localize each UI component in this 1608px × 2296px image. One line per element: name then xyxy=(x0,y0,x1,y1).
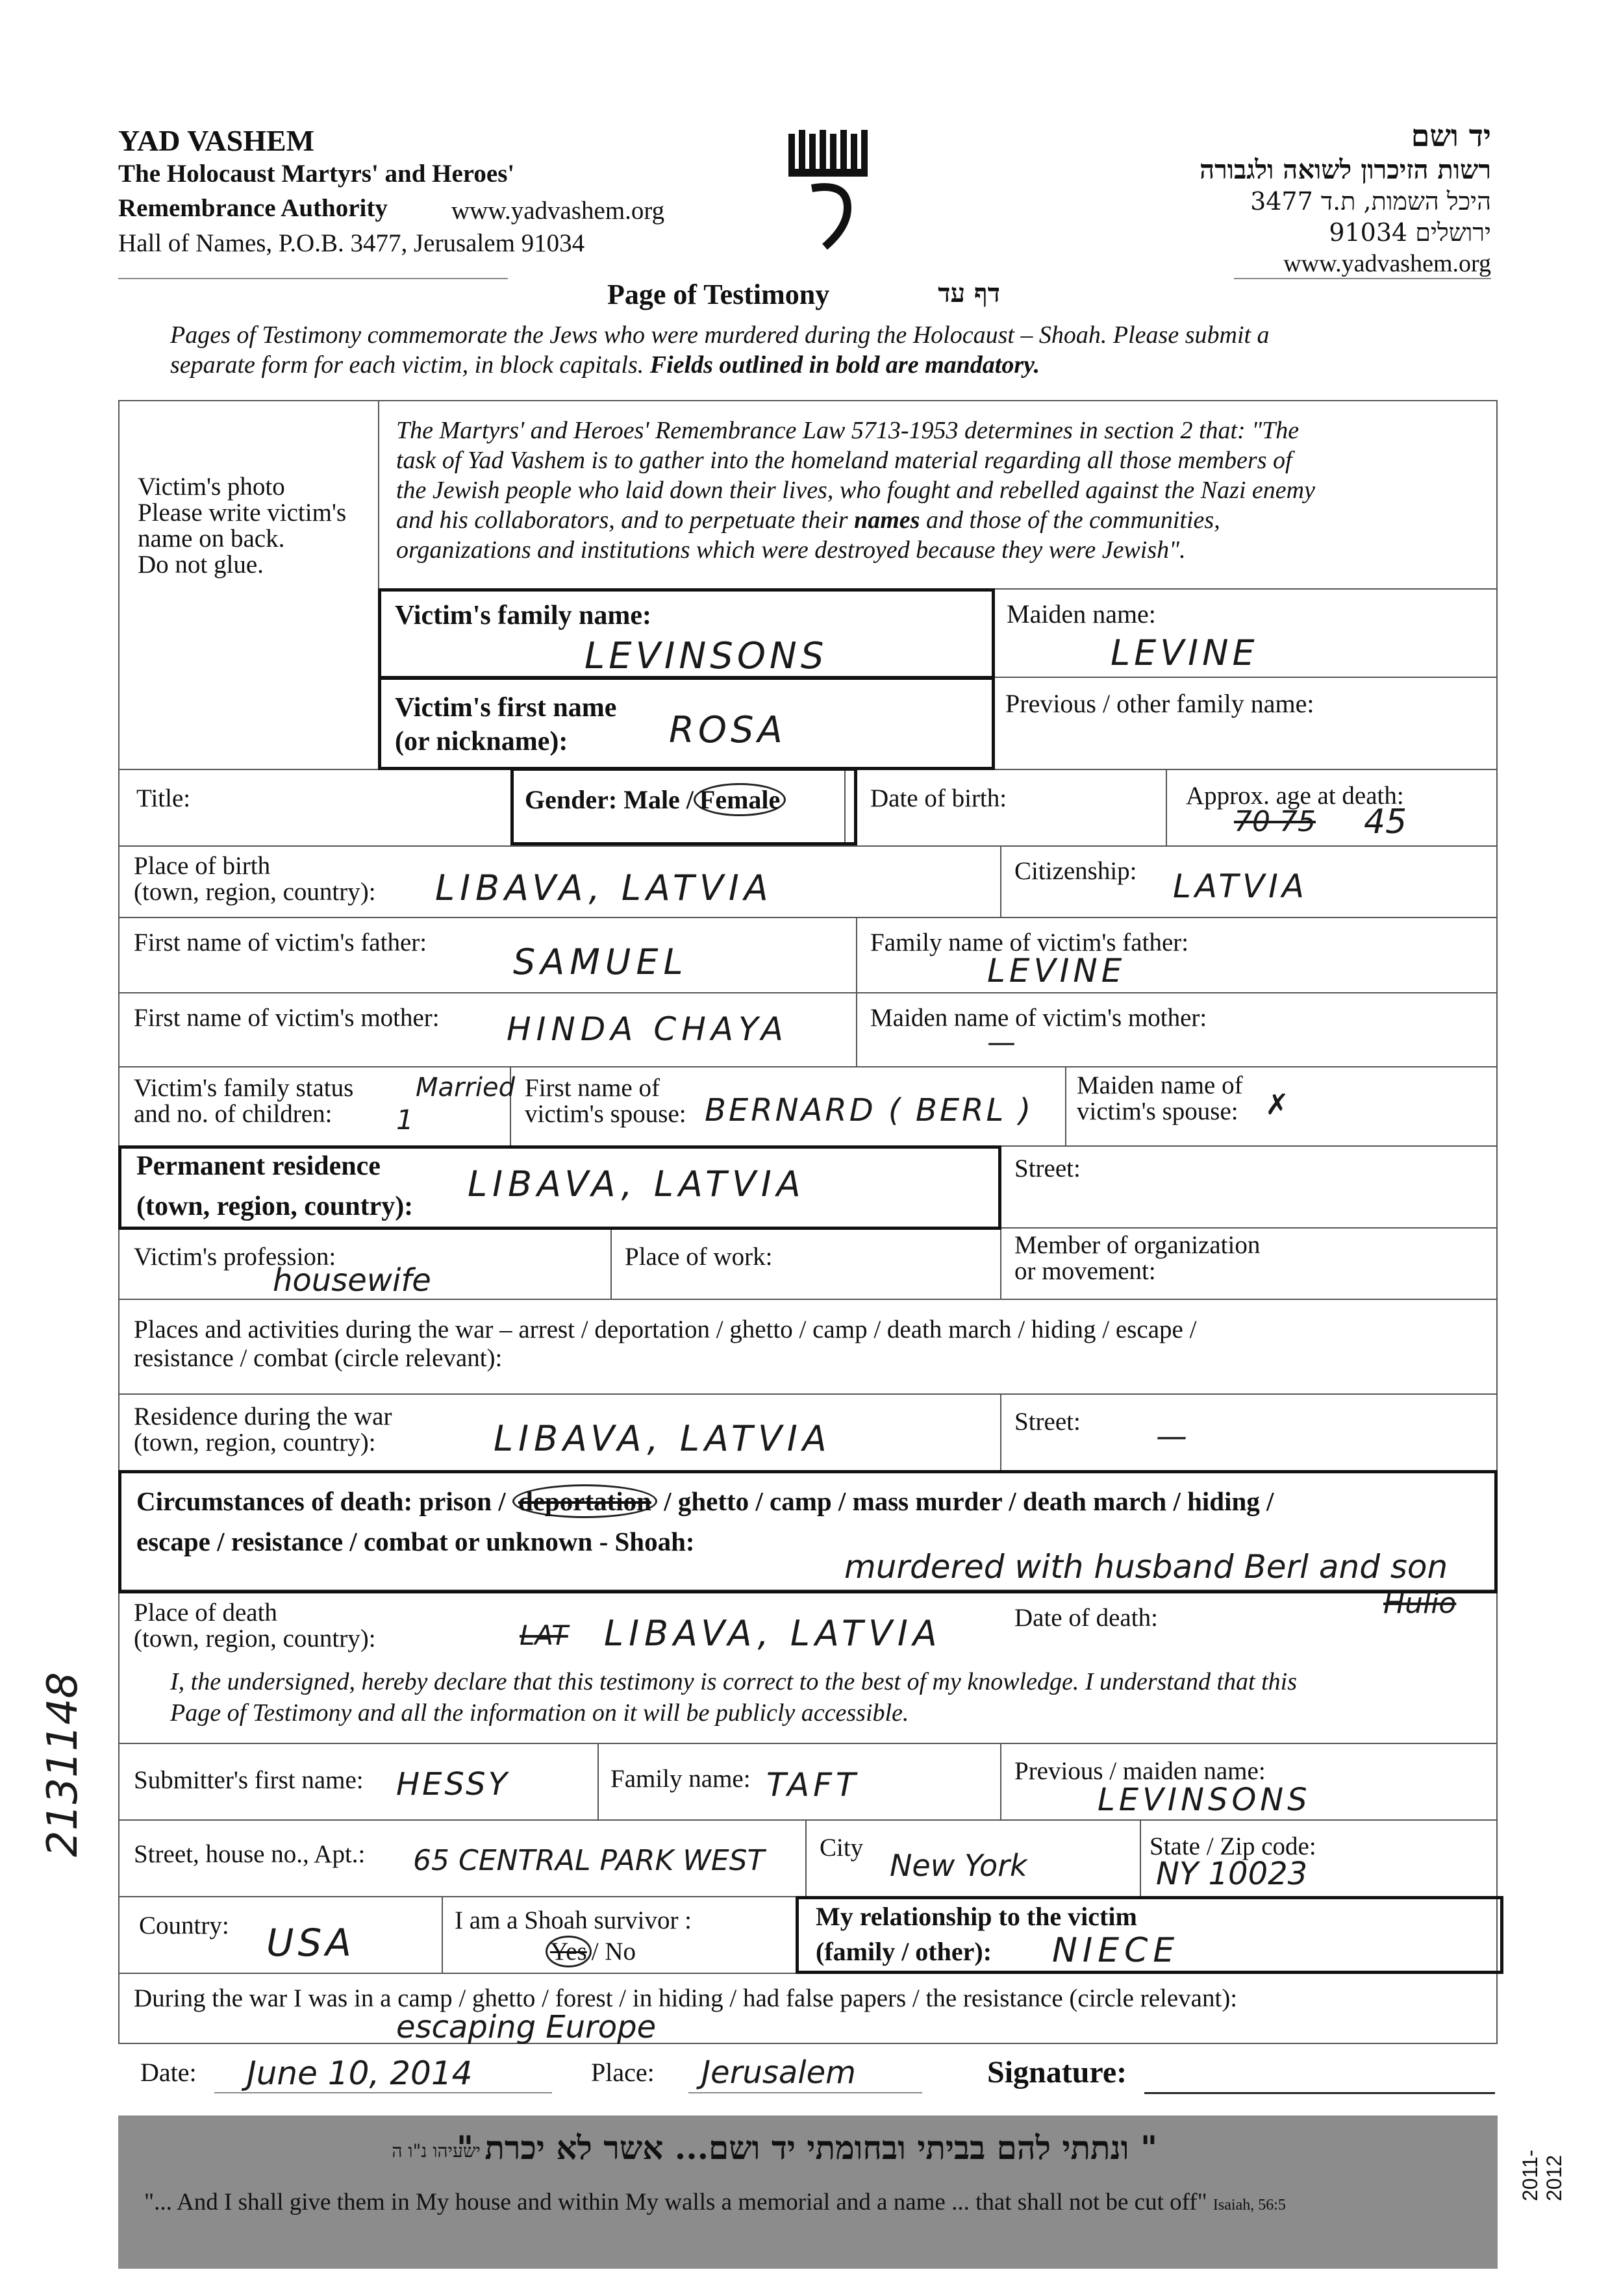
dod-label: Date of death: xyxy=(1014,1604,1158,1632)
citizenship-label: Citizenship: xyxy=(1014,857,1137,885)
first-name-value[interactable]: ROSA xyxy=(669,709,786,751)
during-war-value[interactable]: escaping Europe xyxy=(396,2009,657,2045)
survivor-no: / No xyxy=(591,1938,636,1965)
children-value[interactable]: 1 xyxy=(396,1104,414,1136)
footer-hebrew-quote: " ונתתי להם בביתי ובחומתי יד ושם... אשר לא יכרת " xyxy=(456,2128,1157,2167)
pob-label-2: (town, region, country): xyxy=(134,878,376,906)
pob-label-1: Place of birth xyxy=(134,852,271,880)
place-value[interactable]: Jerusalem xyxy=(701,2054,856,2091)
date-label: Date: xyxy=(140,2058,197,2087)
survivor-yes: Yes xyxy=(546,1936,592,1967)
submitter-street-label: Street, house no., Apt.: xyxy=(134,1840,366,1868)
yad-vashem-logo xyxy=(786,130,870,253)
gender-field xyxy=(525,784,786,815)
submitter-family-label: Family name: xyxy=(610,1765,751,1793)
website-right[interactable]: www.yadvashem.org xyxy=(1283,250,1491,277)
place-label: Place: xyxy=(591,2058,655,2087)
photo-label-2: Please write victim's xyxy=(138,499,347,527)
footer-english-quote: "... And I shall give them in My house and within My walls a memorial and a name ... that shall not be cut off" Isaiah, 56:5 xyxy=(144,2189,1286,2215)
submitter-family-value[interactable]: TAFT xyxy=(766,1766,860,1804)
war-places-line-1[interactable]: Places and activities during the war – arrest / deportation / ghetto / camp / death march / hiding / escape / xyxy=(134,1316,1197,1343)
relationship-label-1: My relationship to the victim xyxy=(816,1902,1137,1931)
first-name-label-2: (or nickname): xyxy=(395,727,568,756)
circumstances-deportation-circled: deportation xyxy=(512,1484,657,1518)
war-places-line-2: resistance / combat (circle relevant): xyxy=(134,1344,503,1372)
submitter-city-value[interactable]: New York xyxy=(890,1848,1027,1883)
signature-label: Signature: xyxy=(987,2055,1127,2090)
citizenship-value[interactable]: LATVIA xyxy=(1173,867,1309,905)
circumstances-note-2: Hulio xyxy=(1383,1587,1457,1620)
submitter-state-label: State / Zip code: xyxy=(1149,1832,1316,1860)
org-subtitle-left: The Holocaust Martyrs' and Heroes' xyxy=(118,160,515,188)
previous-name-label: Previous / other family name: xyxy=(1005,689,1314,718)
gender-label: Gender: xyxy=(525,785,618,814)
form-title: Page of Testimony xyxy=(607,279,830,310)
submitter-state-value[interactable]: NY 10023 xyxy=(1156,1856,1308,1892)
org-subtitle-left-2: Remembrance Authority xyxy=(118,194,388,222)
spouse-maiden-value[interactable]: ✗ xyxy=(1265,1088,1289,1121)
war-residence-value[interactable]: LIBAVA, LATVIA xyxy=(494,1418,832,1459)
submitter-first-value[interactable]: HESSY xyxy=(396,1766,510,1803)
submitter-maiden-label: Previous / maiden name: xyxy=(1014,1757,1266,1785)
pod-label-2: (town, region, country): xyxy=(134,1625,376,1653)
intro-mandatory-note: Fields outlined in bold are mandatory. xyxy=(649,351,1040,379)
family-status-label-2: and no. of children: xyxy=(134,1100,333,1128)
address-right-2: ירושלים 91034 xyxy=(1329,218,1491,247)
website-left[interactable]: www.yadvashem.org xyxy=(451,197,665,225)
date-value[interactable]: June 10, 2014 xyxy=(247,2054,473,2092)
org-title-left: YAD VASHEM xyxy=(118,124,315,157)
father-family-label: Family name of victim's father: xyxy=(870,929,1189,956)
pod-crossed: LAT xyxy=(520,1619,568,1651)
intro-line-1: Pages of Testimony commemorate the Jews who were murdered during the Holocaust – Shoah. Please submit a xyxy=(170,321,1270,349)
photo-label-4: Do not glue. xyxy=(138,551,264,579)
gender-female: Female xyxy=(694,783,786,816)
submitter-first-label: Submitter's first name: xyxy=(134,1766,364,1794)
photo-label-1: Victim's photo xyxy=(138,473,285,501)
relationship-value[interactable]: NIECE xyxy=(1052,1931,1180,1970)
org-title-right: יד ושם xyxy=(1411,118,1491,153)
family-name-label: Victim's family name: xyxy=(395,601,652,630)
pob-value[interactable]: LIBAVA, LATVIA xyxy=(435,867,773,908)
address-right-1: היכל השמות, ת.ד 3477 xyxy=(1250,187,1491,216)
family-name-value[interactable]: LEVINSONS xyxy=(584,635,828,677)
family-status-value[interactable]: Married xyxy=(416,1073,516,1103)
dob-label: Date of birth: xyxy=(870,784,1007,812)
pod-label-1: Place of death xyxy=(134,1599,277,1627)
edition-label: 2011-2012 xyxy=(1518,2149,1566,2201)
profession-label: Victim's profession: xyxy=(134,1243,336,1271)
spouse-maiden-label-1: Maiden name of xyxy=(1077,1071,1243,1099)
mother-first-value[interactable]: HINDA CHAYA xyxy=(507,1010,788,1048)
form-title-hebrew: דף עד xyxy=(938,278,1000,308)
submitter-country-label: Country: xyxy=(139,1912,229,1940)
age-label: Approx. age at death: xyxy=(1186,782,1404,810)
maiden-name-label: Maiden name: xyxy=(1007,599,1156,629)
submitter-maiden-value[interactable]: LEVINSONS xyxy=(1098,1782,1311,1818)
circumstances-line-2: escape / resistance / combat or unknown - Shoah: xyxy=(136,1527,695,1556)
during-war-label: During the war I was in a camp / ghetto / forest / in hiding / had false papers / the resistance (circle relevant): xyxy=(134,1984,1238,2012)
circumstances-note[interactable]: murdered with husband Berl and son xyxy=(844,1548,1448,1586)
signature-line[interactable] xyxy=(1144,2092,1495,2094)
mother-maiden-value[interactable]: — xyxy=(987,1026,1016,1059)
submitter-city-label: City xyxy=(820,1834,864,1862)
photo-label-3: name on back. xyxy=(138,525,285,553)
war-street-value[interactable]: — xyxy=(1156,1418,1187,1454)
pod-value[interactable]: LIBAVA, LATVIA xyxy=(604,1613,942,1654)
age-crossed: 70 75 xyxy=(1234,805,1316,838)
mother-maiden-label: Maiden name of victim's mother: xyxy=(870,1004,1207,1032)
spouse-first-label-2: victim's spouse: xyxy=(525,1100,686,1128)
relationship-label-2: (family / other): xyxy=(816,1937,992,1966)
first-name-label-1: Victim's first name xyxy=(395,693,617,723)
law-text: The Martyrs' and Heroes' Remembrance Law 5713-1953 determines in section 2 that: "The task of Yad Vashem is to gather into the homeland material regarding all those members of the Jewish people who laid down their lives, who fought and rebelled against the Nazi enemy and his collaborators, and to perpetuate their names and those of the communities, organizations and institutions which were destroyed because they were Jewish". xyxy=(396,417,1315,564)
spouse-first-label-1: First name of xyxy=(525,1074,660,1102)
survivor-label: I am a Shoah survivor : xyxy=(455,1906,692,1934)
profession-value[interactable]: housewife xyxy=(273,1262,431,1299)
org-subtitle-right: רשות הזיכרון לשואה ולגבורה xyxy=(1200,155,1491,185)
war-street-label: Street: xyxy=(1014,1408,1081,1436)
submitter-country-value[interactable]: USA xyxy=(266,1921,355,1965)
war-residence-label-1: Residence during the war xyxy=(134,1403,392,1430)
father-first-value[interactable]: SAMUEL xyxy=(513,942,688,982)
war-residence-label-2: (town, region, country): xyxy=(134,1429,376,1456)
intro-line-2: separate form for each victim, in block capitals. xyxy=(170,351,644,379)
member-label-1: Member of organization xyxy=(1014,1231,1261,1259)
submitter-street-value[interactable]: 65 CENTRAL PARK WEST xyxy=(413,1844,765,1877)
residence-value[interactable]: LIBAVA, LATVIA xyxy=(468,1164,806,1204)
mother-first-label: First name of victim's mother: xyxy=(134,1004,440,1032)
title-label: Title: xyxy=(136,784,191,812)
survivor-options[interactable] xyxy=(546,1938,636,1966)
maiden-name-value[interactable]: LEVINE xyxy=(1111,632,1259,673)
father-first-label: First name of victim's father: xyxy=(134,929,427,956)
spouse-first-value[interactable]: BERNARD ( BERL ) xyxy=(705,1092,1034,1129)
work-label: Place of work: xyxy=(625,1243,773,1271)
address-left: Hall of Names, P.O.B. 3477, Jerusalem 91034 xyxy=(118,229,585,257)
residence-label-1: Permanent residence xyxy=(136,1151,381,1181)
circumstances-line-1: Circumstances of death: prison / deportation / ghetto / camp / mass murder / death march / hiding / xyxy=(136,1486,1274,1517)
member-label-2: or movement: xyxy=(1014,1257,1156,1285)
street-label: Street: xyxy=(1014,1154,1081,1182)
declaration: I, the undersigned, hereby declare that this testimony is correct to the best of my knowledge. I understand that this Page of Testimony and all the information on it will be publicly accessible. xyxy=(170,1668,1298,1727)
footer-hebrew-source: ישעיהו נ"ו ה xyxy=(392,2140,481,2162)
residence-label-2: (town, region, country): xyxy=(136,1192,414,1221)
family-status-label-1: Victim's family status xyxy=(134,1074,354,1102)
gender-male: Male / xyxy=(623,785,694,814)
spouse-maiden-label-2: victim's spouse: xyxy=(1077,1097,1238,1125)
father-family-value[interactable]: LEVINE xyxy=(987,952,1126,990)
side-reference-number: 2131148 xyxy=(39,1671,87,1857)
age-value[interactable]: 45 xyxy=(1364,803,1407,842)
